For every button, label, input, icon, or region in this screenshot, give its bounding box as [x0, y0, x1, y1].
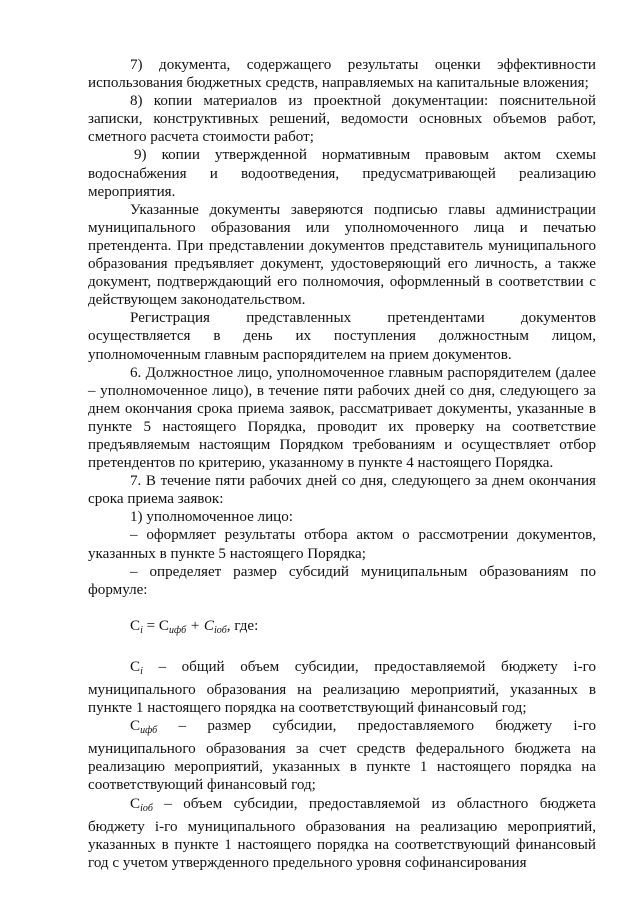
spacer: [88, 599, 596, 617]
spacer: [88, 640, 596, 658]
formula-lhs: С: [130, 617, 141, 634]
definition-ci-text: – общий объем субсидии, предоставляемой бюджету i-го муниципального образования на реализацию мероприятий, указанных в пункте 1 настоящего порядка на соответствующий финансовый год;: [88, 658, 596, 717]
definition-ciob-symbol: С: [130, 795, 141, 812]
definition-ciob-text: – объем субсидии, предоставляемой из областного бюджета бюджету i-го муниципального образования на реализацию мероприятий, указанных в пункте 1 настоящего порядка на соответствующий финансовый год с учетом утвержденного предельного уровня софинансирования: [88, 795, 596, 871]
definition-cifb-text: – размер субсидии, предоставляемого бюджету i-го муниципального образования за счет средств федерального бюджета на реализацию мероприятий, указанных в пункте 1 настоящего порядка на соответствующий финансовый год;: [88, 718, 596, 794]
definition-ciob-subscript: ioб: [140, 802, 153, 814]
paragraph-dash-1: – оформляет результаты отбора актом о рассмотрении документов, указанных в пункте 5 настоящего Порядка;: [88, 527, 596, 562]
definition-ci-subscript: i: [140, 665, 143, 677]
formula-term1-subscript: ифб: [169, 624, 187, 636]
definition-ciob: [88, 795, 596, 872]
definition-cifb-subscript: ифб: [140, 725, 158, 737]
formula-plus: + С: [186, 617, 214, 634]
paragraph-item-8: 8) копии материалов из проектной документации: пояснительной записки, конструктивных решений, ведомости основных объемов работ, сметного расчета стоимости работ;: [88, 93, 596, 146]
definition-ci-symbol: С: [130, 658, 141, 675]
paragraph-subitem-1: 1) уполномоченное лицо:: [130, 509, 293, 526]
paragraph-item-7: 7) документа, содержащего результаты оценки эффективности использования бюджетных средств, направляемых на капитальные вложения;: [88, 57, 596, 92]
paragraph-item-9: 9) копии утвержденной нормативным правовым актом схемы водоснабжения и водоотведения, предусматривающей реализацию мероприятия.: [88, 147, 596, 200]
definition-cifb: [88, 717, 596, 794]
paragraph-dash-2: – определяет размер субсидий муниципальным образованиям по формуле:: [88, 563, 596, 598]
formula-tail: , где:: [226, 617, 259, 634]
definition-cifb-symbol: С: [130, 718, 141, 735]
formula-equals: = С: [142, 617, 169, 634]
paragraph-point-6: 6. Должностное лицо, уполномоченное главным распорядителем (далее – уполномоченное лицо), в течение пяти рабочих дней со дня, следующего за днем окончания срока приема заявок, рассматривает документы, указанные в пункте 5 настоящего Порядка, проводит их проверку на соответствие предъявляемым настоящим Порядком требованиям и осуществляет отбор претендентов по критерию, указанному в пункте 4 настоящего Порядка.: [88, 364, 596, 472]
formula-lhs-subscript: i: [140, 624, 143, 636]
definition-ci: [88, 658, 596, 717]
formula-term2-subscript: ioб: [213, 624, 227, 636]
paragraph-point-7: 7. В течение пяти рабочих дней со дня, следующего за днем окончания срока приема заявок:: [88, 473, 596, 508]
subsidy-formula: [88, 617, 596, 640]
paragraph-registration: Регистрация представленных претендентами документов осуществляется в день их поступления должностным лицом, уполномоченным главным распорядителем на прием документов.: [88, 310, 596, 363]
paragraph-certification: Указанные документы заверяются подписью главы администрации муниципального образования или уполномоченного лица и печатью претендента. При представлении документов представитель муниципального образования предъявляет документ, удостоверяющий его личность, а также документ, подтверждающий его полномочия, оформленный в соответствии с действующем законодательством.: [88, 201, 596, 309]
document-page: [88, 56, 596, 872]
